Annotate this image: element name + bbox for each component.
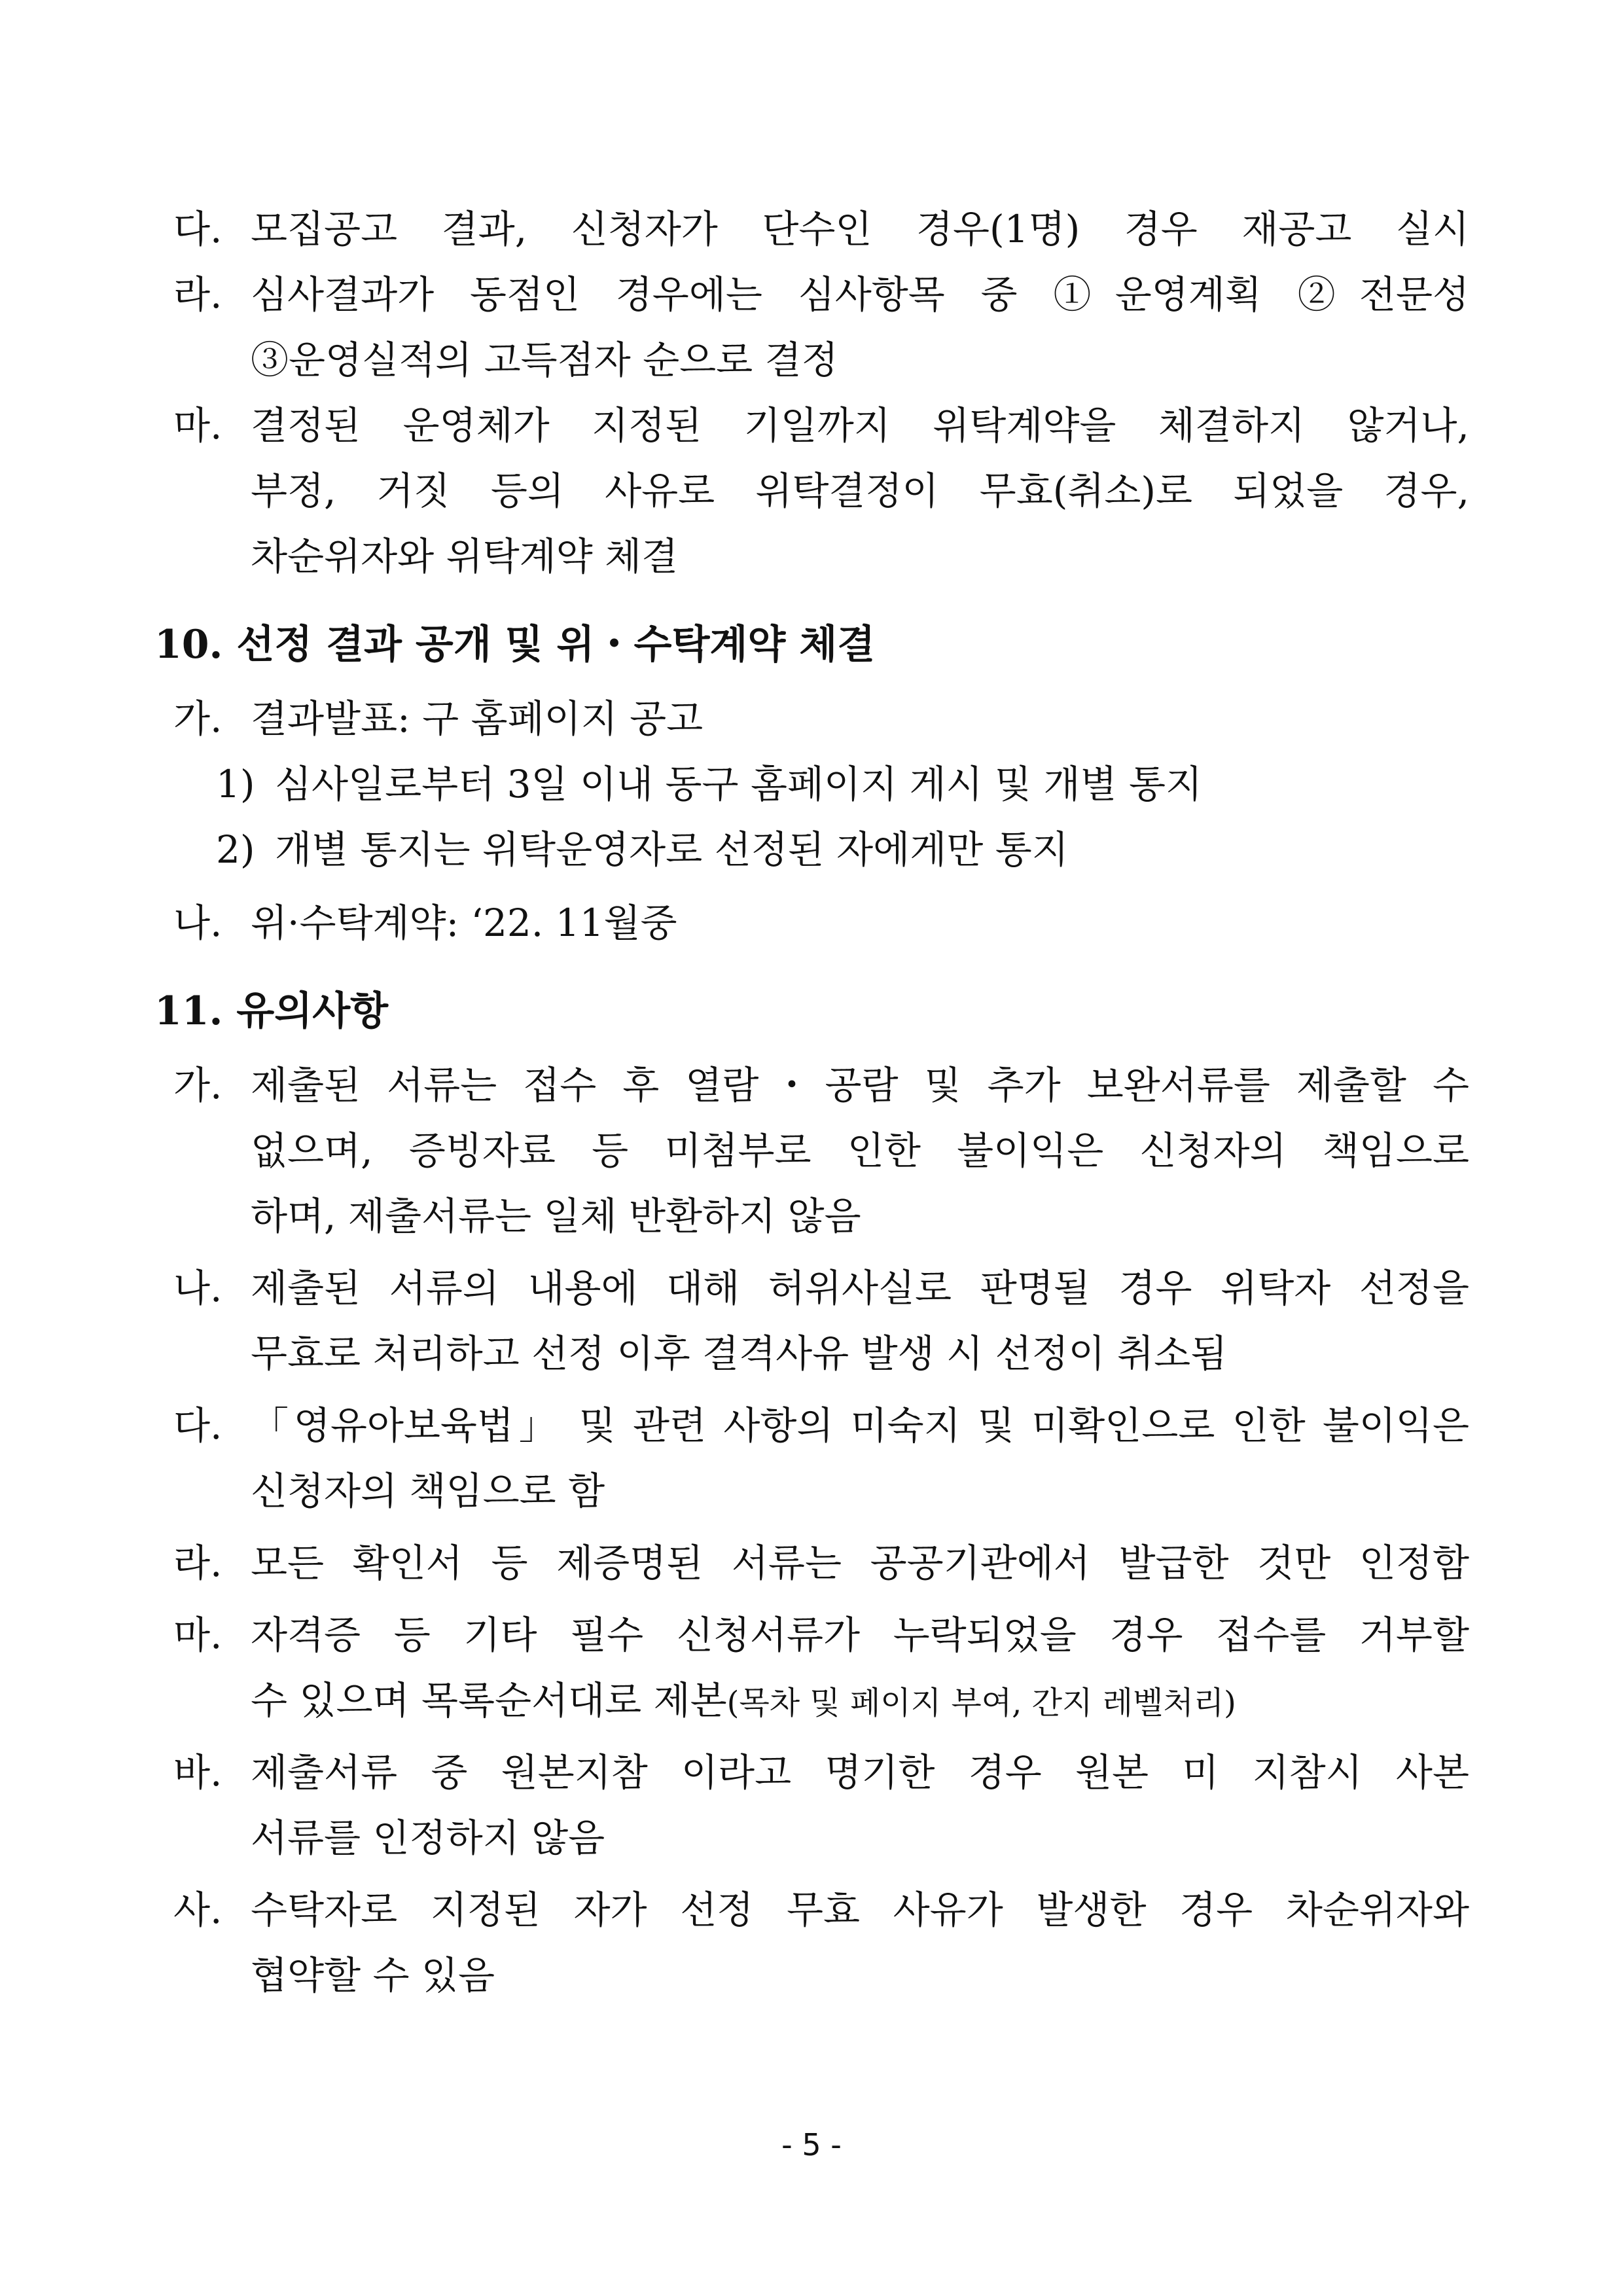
item-marker: 가. [173, 1063, 223, 1107]
item-marker: 바. [173, 1750, 223, 1795]
item-line: 하며, 제출서류는 일체 반환하지 않음 [251, 1194, 861, 1238]
item-line: 제출된 서류의 내용에 대해 허위사실로 판명될 경우 위탁자 선정을 [251, 1266, 1469, 1310]
item-marker: 나. [173, 901, 223, 945]
section-heading-11: 11. 유의사항 [154, 988, 389, 1034]
sec11-item-ga [173, 1052, 1469, 1249]
item-line: 결과발표: 구 홈페이지 공고 [251, 696, 704, 741]
item-line: 없으며, 증빙자료 등 미첨부로 인한 불이익은 신청자의 책임으로 [251, 1128, 1469, 1173]
item-line-text: 수 있으며 목록순서대로 제본 [251, 1678, 727, 1723]
sec10-item-ga [173, 686, 1469, 751]
item-line: 서류를 인정하지 않음 [251, 1816, 605, 1860]
item-line: 자격증 등 기타 필수 신청서류가 누락되었을 경우 접수를 거부할 [251, 1613, 1469, 1657]
sec10-subitem-1 [216, 751, 1355, 817]
subitem-line: 심사일로부터 3일 이내 동구 홈페이지 게시 및 개별 통지 [275, 762, 1203, 806]
subitem-marker: 1) [216, 762, 255, 806]
sec11-item-ba [173, 1740, 1469, 1871]
item-marker: 마. [173, 403, 223, 448]
sec11-item-sa [173, 1877, 1469, 2008]
item-marker: 라. [173, 1541, 223, 1585]
item-marker: 마. [173, 1613, 223, 1657]
item-marker: 다. [173, 1403, 223, 1448]
item-line: ③운영실적의 고득점자 순으로 결정 [251, 338, 838, 382]
sec10-item-na [173, 890, 1469, 956]
sec9-item-ra [173, 262, 1469, 393]
item-marker: 다. [173, 207, 223, 251]
subitem-marker: 2) [216, 827, 255, 872]
item-line: 「영유아보육법」 및 관련 사항의 미숙지 및 미확인으로 인한 불이익은 [251, 1403, 1469, 1448]
item-line: 모집공고 결과, 신청자가 단수인 경우(1명) 경우 재공고 실시 [251, 207, 1469, 251]
item-line: 제출서류 중 원본지참 이라고 명기한 경우 원본 미 지참시 사본 [251, 1750, 1469, 1795]
item-line: 모든 확인서 등 제증명된 서류는 공공기관에서 발급한 것만 인정함 [251, 1541, 1469, 1585]
item-line-note: (목차 및 페이지 부여, 간지 레벨처리) [726, 1685, 1236, 1721]
item-line: 부정, 거짓 등의 사유로 위탁결정이 무효(취소)로 되었을 경우, [251, 469, 1469, 513]
sec9-item-ma [173, 393, 1469, 589]
item-marker: 사. [173, 1888, 223, 1932]
sec10-subitem-2 [216, 817, 1355, 882]
item-line: 무효로 처리하고 선정 이후 결격사유 발생 시 선정이 취소됨 [251, 1331, 1228, 1376]
subitem-line: 개별 통지는 위탁운영자로 선정된 자에게만 통지 [275, 827, 1069, 872]
item-line: 수탁자로 지정된 자가 선정 무효 사유가 발생한 경우 차순위자와 [251, 1888, 1469, 1932]
sec11-item-da [173, 1393, 1469, 1524]
item-line: 위·수탁계약: ‘22. 11월중 [251, 901, 677, 945]
page-number: - 5 - [781, 2127, 842, 2162]
item-line: 차순위자와 위탁계약 체결 [251, 534, 679, 579]
item-line: 협약할 수 있음 [251, 1953, 495, 1998]
item-marker: 라. [173, 272, 223, 317]
item-line: 심사결과가 동점인 경우에는 심사항목 중 ①운영계획 ②전문성 [251, 272, 1469, 317]
item-line [251, 1668, 1236, 1736]
item-marker: 나. [173, 1266, 223, 1310]
item-line: 제출된 서류는 접수 후 열람・공람 및 추가 보완서류를 제출할 수 [251, 1063, 1469, 1107]
section-heading-10: 10. 선정 결과 공개 및 위・수탁계약 체결 [154, 622, 876, 668]
sec9-item-da [173, 196, 1469, 262]
sec11-item-ra [173, 1530, 1469, 1596]
sec11-item-ma [173, 1602, 1469, 1733]
item-marker: 가. [173, 696, 223, 741]
sec11-item-na [173, 1255, 1469, 1386]
item-line: 신청자의 책임으로 함 [251, 1469, 605, 1513]
item-line: 결정된 운영체가 지정된 기일까지 위탁계약을 체결하지 않거나, [251, 403, 1469, 448]
